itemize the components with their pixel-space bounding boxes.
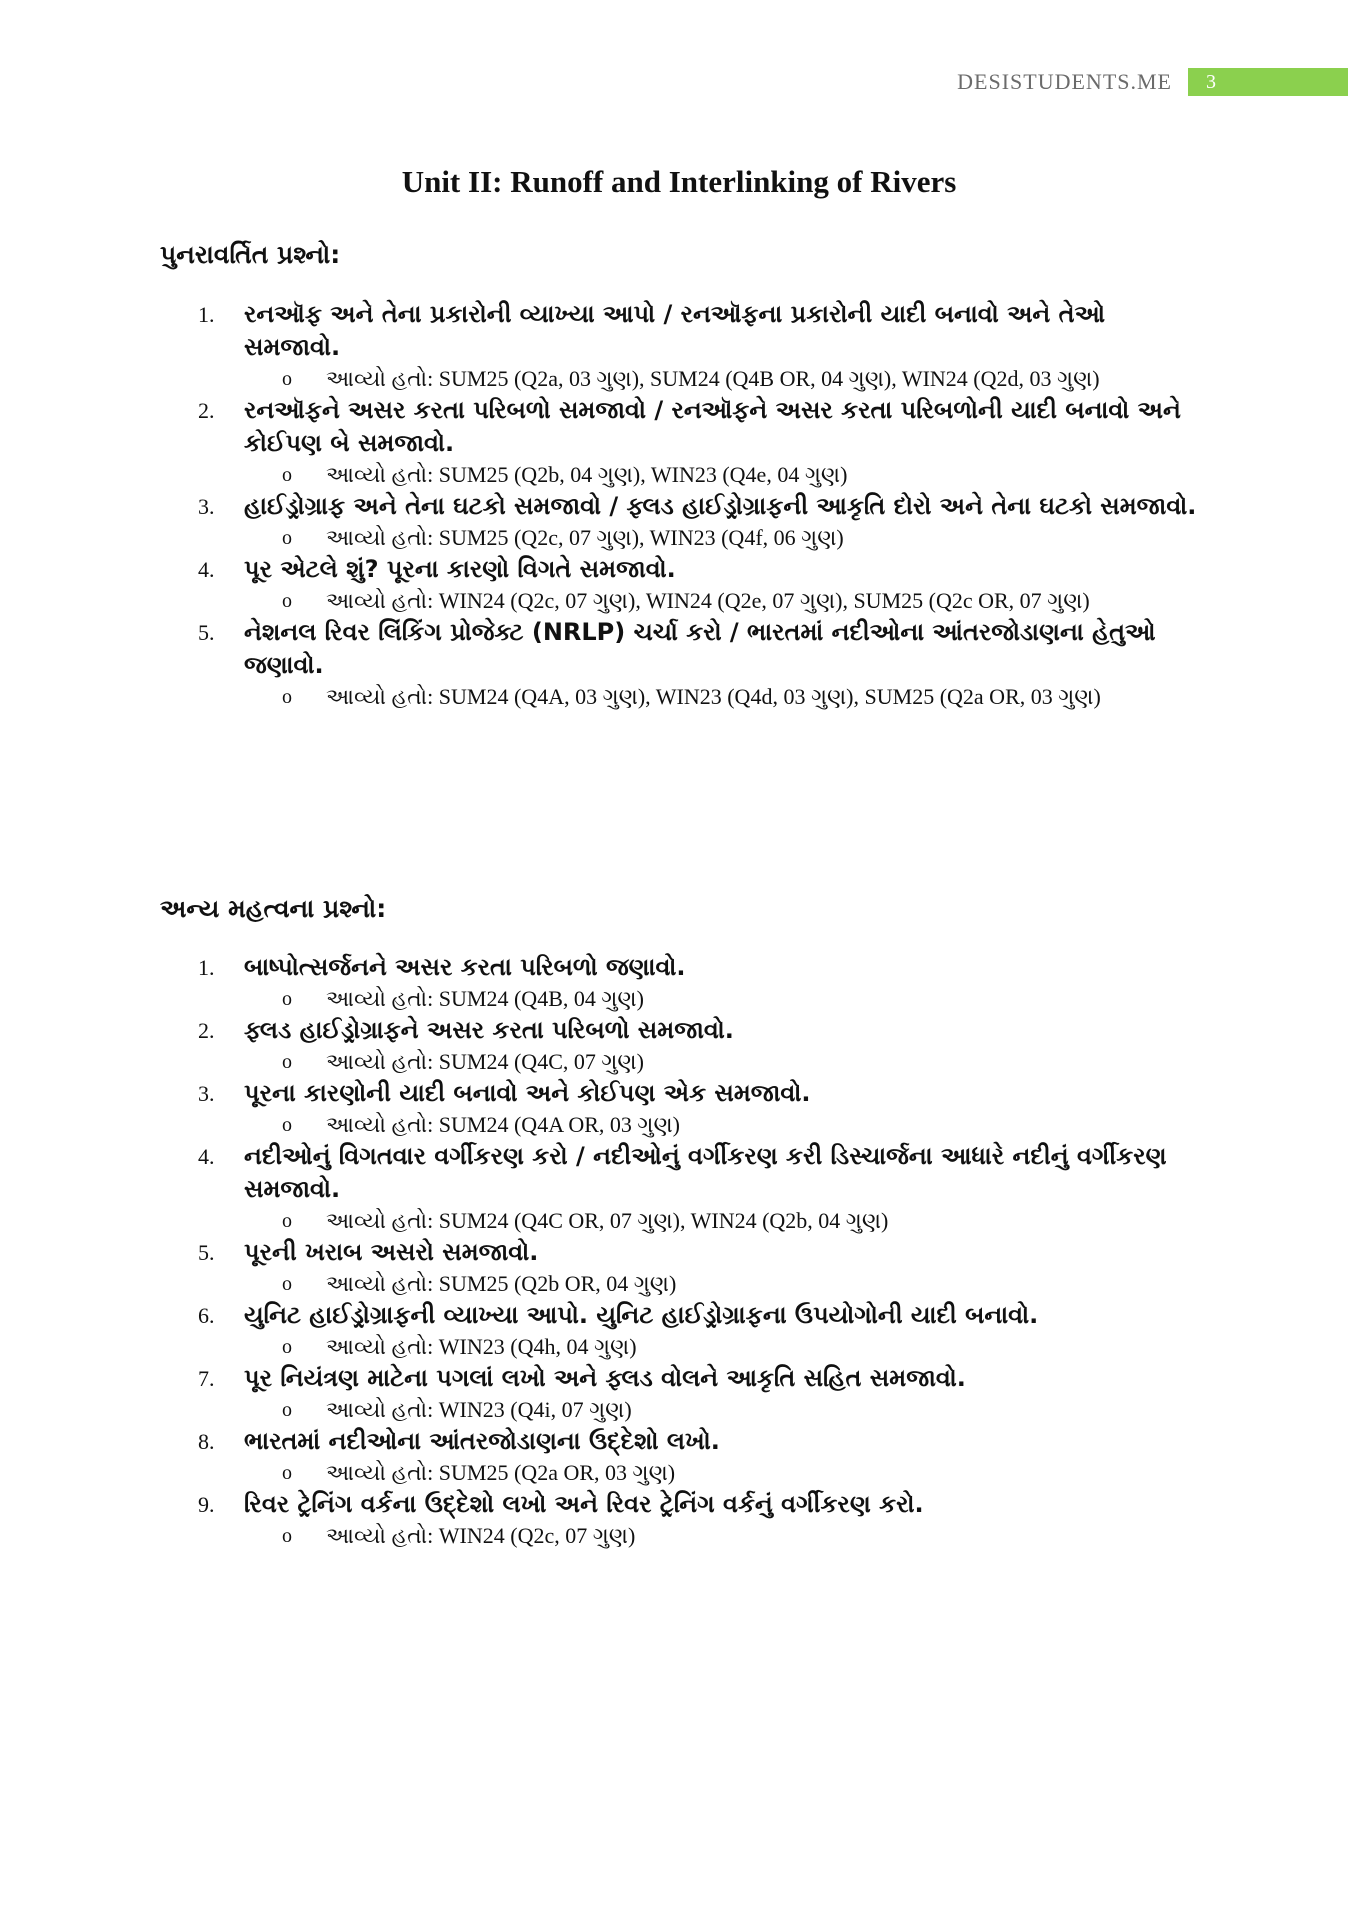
question-number: 5. bbox=[198, 620, 215, 645]
section-heading-repeated: પુનરાવર્તિત પ્રશ્નો: bbox=[160, 240, 341, 269]
question-item bbox=[198, 1236, 1198, 1299]
question-item bbox=[198, 1488, 1198, 1551]
asked-in bbox=[244, 1332, 1198, 1362]
question-text: નેશનલ રિવર લિંકિંગ પ્રોજેક્ટ (NRLP) ચર્ચા કરો / ભારતમાં નદીઓના આંતરજોડાણના હેતુઓ જણાવો. bbox=[244, 618, 1156, 679]
asked-in-text: આવ્યો હતો: SUM24 (Q4A, 03 ગુણ), WIN23 (Q4d, 03 ગુણ), SUM25 (Q2a OR, 03 ગુણ) bbox=[326, 684, 1101, 709]
question-item bbox=[198, 394, 1198, 490]
repeated-questions-list bbox=[198, 298, 1198, 712]
bullet-icon: o bbox=[282, 590, 292, 612]
question-item bbox=[198, 1299, 1198, 1362]
question-number: 5. bbox=[198, 1240, 215, 1265]
bullet-icon: o bbox=[282, 1114, 292, 1136]
asked-in bbox=[244, 523, 1198, 553]
question-number: 9. bbox=[198, 1492, 215, 1517]
question-text: પૂર એટલે શું? પૂરના કારણો વિગતે સમજાવો. bbox=[244, 555, 676, 583]
bullet-icon: o bbox=[282, 1336, 292, 1358]
bullet-icon: o bbox=[282, 1210, 292, 1232]
asked-in-text: આવ્યો હતો: WIN24 (Q2c, 07 ગુણ), WIN24 (Q2e, 07 ગુણ), SUM25 (Q2c OR, 07 ગુણ) bbox=[326, 588, 1090, 613]
brand-name: DESISTUDENTS.ME bbox=[957, 69, 1172, 94]
question-text: પૂરના કારણોની યાદી બનાવો અને કોઈપણ એક સમજાવો. bbox=[244, 1079, 811, 1107]
question-text: રિવર ટ્રેનિંગ વર્કના ઉદ્દેશો લખો અને રિવર ટ્રેનિંગ વર્કનું વર્ગીકરણ કરો. bbox=[244, 1490, 924, 1518]
question-text: ભારતમાં નદીઓના આંતરજોડાણના ઉદ્દેશો લખો. bbox=[244, 1427, 720, 1455]
question-number: 1. bbox=[198, 955, 215, 980]
asked-in-text: આવ્યો હતો: SUM24 (Q4B, 04 ગુણ) bbox=[326, 986, 644, 1011]
question-item bbox=[198, 1140, 1198, 1236]
question-number: 4. bbox=[198, 557, 215, 582]
question-text: બાષ્પોત્સર્જનને અસર કરતા પરિબળો જણાવો. bbox=[244, 953, 686, 981]
asked-in bbox=[244, 1047, 1198, 1077]
bullet-icon: o bbox=[282, 1273, 292, 1295]
question-number: 1. bbox=[198, 302, 215, 327]
question-number: 2. bbox=[198, 398, 215, 423]
asked-in-text: આવ્યો હતો: SUM25 (Q2b OR, 04 ગુણ) bbox=[326, 1271, 677, 1296]
asked-in bbox=[244, 1458, 1198, 1488]
question-number: 8. bbox=[198, 1429, 215, 1454]
question-item bbox=[198, 553, 1198, 616]
question-text: રનઑફ અને તેના પ્રકારોની વ્યાખ્યા આપો / રનઑફના પ્રકારોની યાદી બનાવો અને તેઓ સમજાવો. bbox=[244, 300, 1106, 361]
other-questions-list bbox=[198, 951, 1198, 1551]
question-text: નદીઓનું વિગતવાર વર્ગીકરણ કરો / નદીઓનું વર્ગીકરણ કરી ડિસ્ચાર્જના આધારે નદીનું વર્ગીકરણ સમજાવો. bbox=[244, 1142, 1167, 1203]
bullet-icon: o bbox=[282, 527, 292, 549]
question-text: પૂરની ખરાબ અસરો સમજાવો. bbox=[244, 1238, 539, 1266]
page-title: Unit II: Runoff and Interlinking of Rivers bbox=[401, 164, 957, 199]
bullet-icon: o bbox=[282, 988, 292, 1010]
asked-in bbox=[244, 984, 1198, 1014]
bullet-icon: o bbox=[282, 464, 292, 486]
question-item bbox=[198, 1077, 1198, 1140]
question-item bbox=[198, 298, 1198, 394]
section-heading-other: અન્ય મહત્વના પ્રશ્નો: bbox=[160, 894, 387, 923]
asked-in-text: આવ્યો હતો: WIN23 (Q4i, 07 ગુણ) bbox=[326, 1397, 632, 1422]
question-text: રનઑફને અસર કરતા પરિબળો સમજાવો / રનઑફને અસર કરતા પરિબળોની યાદી બનાવો અને કોઈપણ બે સમજાવો. bbox=[244, 396, 1181, 457]
bullet-icon: o bbox=[282, 1051, 292, 1073]
asked-in-text: આવ્યો હતો: SUM24 (Q4C, 07 ગુણ) bbox=[326, 1049, 644, 1074]
bullet-icon: o bbox=[282, 1399, 292, 1421]
question-item bbox=[198, 1014, 1198, 1077]
question-text: યુનિટ હાઈડ્રોગ્રાફની વ્યાખ્યા આપો. યુનિટ હાઈડ્રોગ્રાફના ઉપયોગોની યાદી બનાવો. bbox=[244, 1301, 1039, 1329]
question-item bbox=[198, 490, 1198, 553]
asked-in-text: આવ્યો હતો: SUM25 (Q2c, 07 ગુણ), WIN23 (Q4f, 06 ગુણ) bbox=[326, 525, 844, 550]
bullet-icon: o bbox=[282, 368, 292, 390]
asked-in bbox=[244, 586, 1198, 616]
asked-in-text: આવ્યો હતો: SUM25 (Q2a OR, 03 ગુણ) bbox=[326, 1460, 676, 1485]
bullet-icon: o bbox=[282, 1462, 292, 1484]
question-number: 4. bbox=[198, 1144, 215, 1169]
page-number: 3 bbox=[1188, 68, 1348, 96]
asked-in-text: આવ્યો હતો: SUM25 (Q2a, 03 ગુણ), SUM24 (Q4B OR, 04 ગુણ), WIN24 (Q2d, 03 ગુણ) bbox=[326, 366, 1100, 391]
asked-in-text: આવ્યો હતો: SUM24 (Q4A OR, 03 ગુણ) bbox=[326, 1112, 680, 1137]
question-number: 7. bbox=[198, 1366, 215, 1391]
page-header bbox=[957, 68, 1348, 96]
asked-in bbox=[244, 1110, 1198, 1140]
question-number: 2. bbox=[198, 1018, 215, 1043]
question-item bbox=[198, 951, 1198, 1014]
asked-in bbox=[244, 1269, 1198, 1299]
question-number: 6. bbox=[198, 1303, 215, 1328]
asked-in bbox=[244, 460, 1198, 490]
asked-in bbox=[244, 1206, 1198, 1236]
asked-in-text: આવ્યો હતો: SUM25 (Q2b, 04 ગુણ), WIN23 (Q4e, 04 ગુણ) bbox=[326, 462, 848, 487]
asked-in-text: આવ્યો હતો: WIN24 (Q2c, 07 ગુણ) bbox=[326, 1523, 636, 1548]
asked-in bbox=[244, 682, 1198, 712]
question-item bbox=[198, 616, 1198, 712]
asked-in bbox=[244, 1521, 1198, 1551]
question-text: હાઈડ્રોગ્રાફ અને તેના ઘટકો સમજાવો / ફ્લડ હાઈડ્રોગ્રાફની આકૃતિ દોરો અને તેના ઘટકો સમજાવો. bbox=[244, 492, 1197, 520]
asked-in bbox=[244, 1395, 1198, 1425]
question-item bbox=[198, 1425, 1198, 1488]
asked-in bbox=[244, 364, 1198, 394]
question-number: 3. bbox=[198, 494, 215, 519]
asked-in-text: આવ્યો હતો: SUM24 (Q4C OR, 07 ગુણ), WIN24 (Q2b, 04 ગુણ) bbox=[326, 1208, 889, 1233]
question-text: પૂર નિયંત્રણ માટેના પગલાં લખો અને ફ્લડ વોલને આકૃતિ સહિત સમજાવો. bbox=[244, 1364, 966, 1392]
question-text: ફ્લડ હાઈડ્રોગ્રાફને અસર કરતા પરિબળો સમજાવો. bbox=[244, 1016, 734, 1044]
question-item bbox=[198, 1362, 1198, 1425]
bullet-icon: o bbox=[282, 686, 292, 708]
asked-in-text: આવ્યો હતો: WIN23 (Q4h, 04 ગુણ) bbox=[326, 1334, 637, 1359]
bullet-icon: o bbox=[282, 1525, 292, 1547]
question-number: 3. bbox=[198, 1081, 215, 1106]
